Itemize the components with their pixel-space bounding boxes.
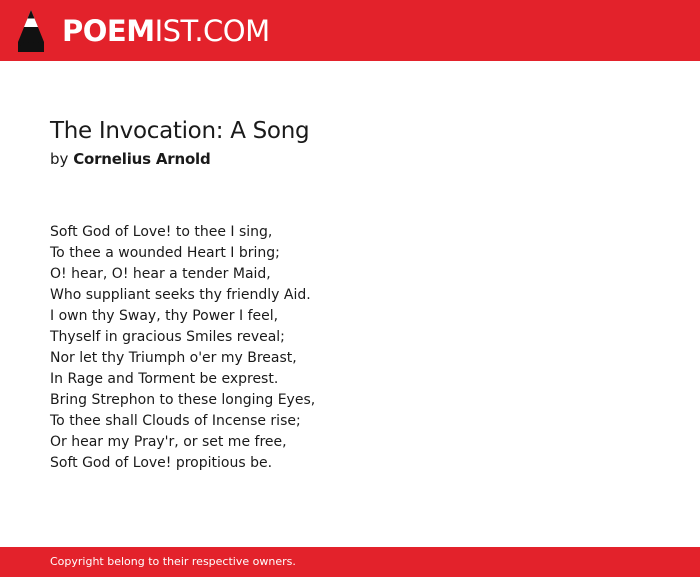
site-header: [0, 0, 700, 61]
poem-line: Bring Strephon to these longing Eyes,: [50, 392, 316, 408]
logo-bold-text: POEM: [62, 14, 155, 48]
poem-content: [50, 114, 650, 474]
poem-line: To thee a wounded Heart I bring;: [50, 245, 280, 261]
logo-light-text: IST.COM: [154, 14, 270, 48]
poem-line: Soft God of Love! propitious be.: [50, 455, 273, 471]
poem-line: Or hear my Pray'r, or set me free,: [50, 434, 287, 450]
poem-line: In Rage and Torment be exprest.: [50, 371, 279, 387]
poem-title: The Invocation: A Song: [50, 118, 310, 144]
copyright-text: Copyright belong to their respective owners.: [50, 555, 296, 568]
poem-line: To thee shall Clouds of Incense rise;: [50, 413, 301, 429]
pencil-icon: [18, 10, 44, 52]
poem-line: Nor let thy Triumph o'er my Breast,: [50, 350, 297, 366]
poem-line: Thyself in gracious Smiles reveal;: [50, 329, 285, 345]
poem-line: O! hear, O! hear a tender Maid,: [50, 266, 271, 282]
poem-byline: [50, 148, 650, 170]
site-footer: [0, 547, 700, 577]
poem-body: [50, 222, 650, 474]
poem-line: Soft God of Love! to thee I sing,: [50, 224, 273, 240]
byline-prefix: by: [50, 150, 69, 168]
author-link[interactable]: Cornelius Arnold: [73, 150, 211, 168]
poem-line: Who suppliant seeks thy friendly Aid.: [50, 287, 311, 303]
site-logo-link[interactable]: [18, 10, 270, 52]
site-logo-text: [62, 10, 270, 52]
poem-line: I own thy Sway, thy Power I feel,: [50, 308, 279, 324]
